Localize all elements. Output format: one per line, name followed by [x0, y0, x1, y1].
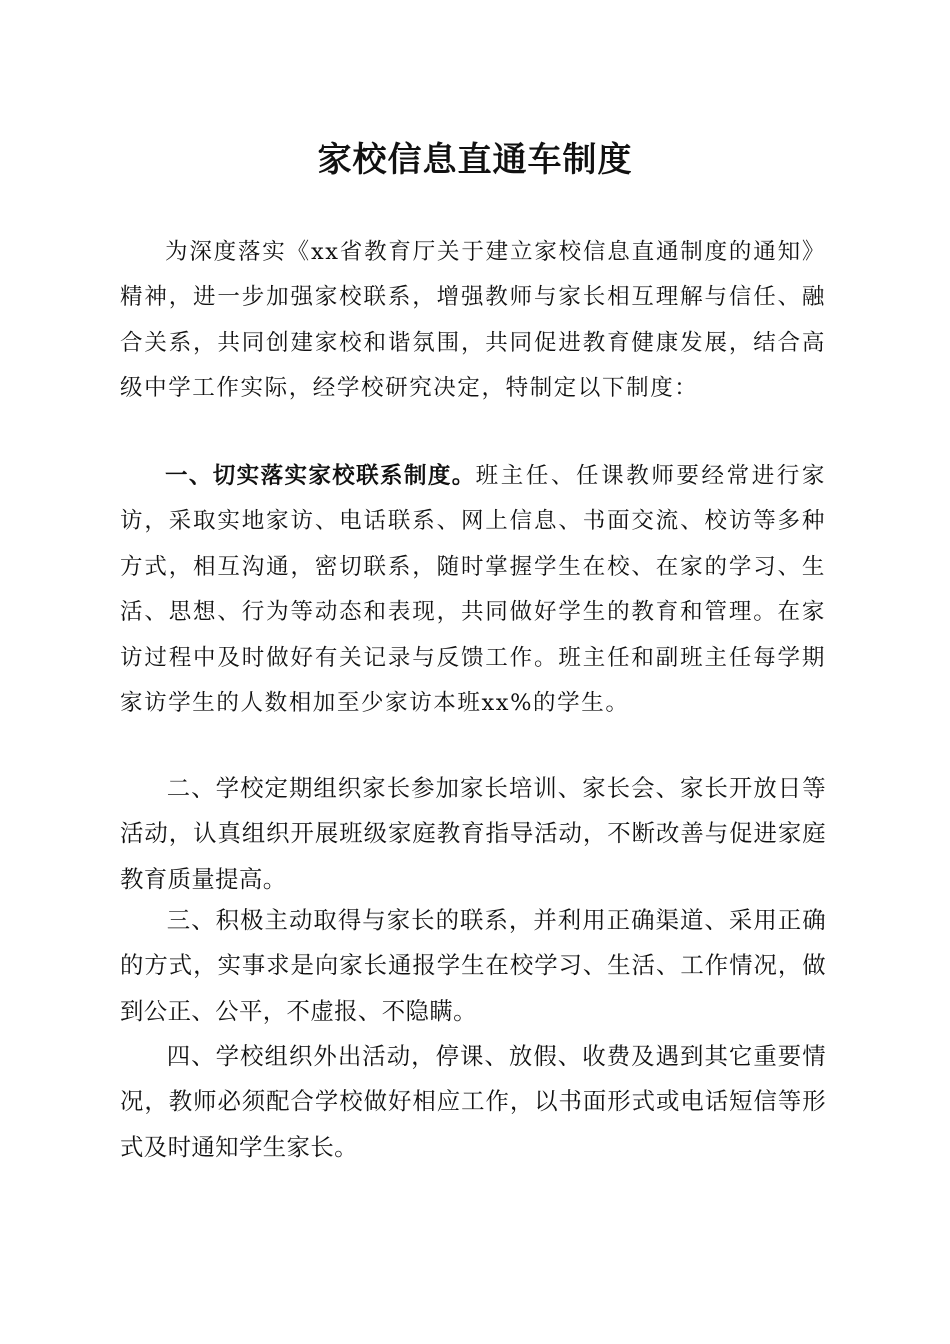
section-4-paragraph: 四、学校组织外出活动，停课、放假、收费及遇到其它重要情况，教师必须配合学校做好相应工作，以书面形式或电话短信等形式及时通知学生家长。	[120, 1042, 826, 1161]
section-3-paragraph: 三、积极主动取得与家长的联系，并利用正确渠道、采用正确的方式，实事求是向家长通报学生在校学习、生活、工作情况，做到公正、公平，不虚报、不隐瞒。	[120, 906, 826, 1025]
section-1-text: 班主任、任课教师要经常进行家访，采取实地家访、电话联系、网上信息、书面交流、校访等多种方式，相互沟通，密切联系，随时掌握学生在校、在家的学习、生活、思想、行为等动态和表现，共同做好学生的教育和管理。在家访过程中及时做好有关记录与反馈工作。班主任和副班主任每学期家访学生的人数相加至少家访本班xx%的学生。	[120, 463, 827, 717]
intro-paragraph: 为深度落实《xx省教育厅关于建立家校信息直通制度的通知》精神，进一步加强家校联系，增强教师与家长相互理解与信任、融合关系，共同创建家校和谐氛围，共同促进教育健康发展，结合高级中学工作实际，经学校研究决定，特制定以下制度：	[120, 239, 826, 402]
section-1-heading: 一、切实落实家校联系制度。	[165, 463, 476, 489]
section-2-paragraph: 二、学校定期组织家长参加家长培训、家长会、家长开放日等活动，认真组织开展班级家庭教育指导活动，不断改善与促进家庭教育质量提高。	[120, 774, 826, 893]
section-1-paragraph	[120, 454, 826, 726]
document-title: 家校信息直通车制度	[317, 140, 633, 180]
